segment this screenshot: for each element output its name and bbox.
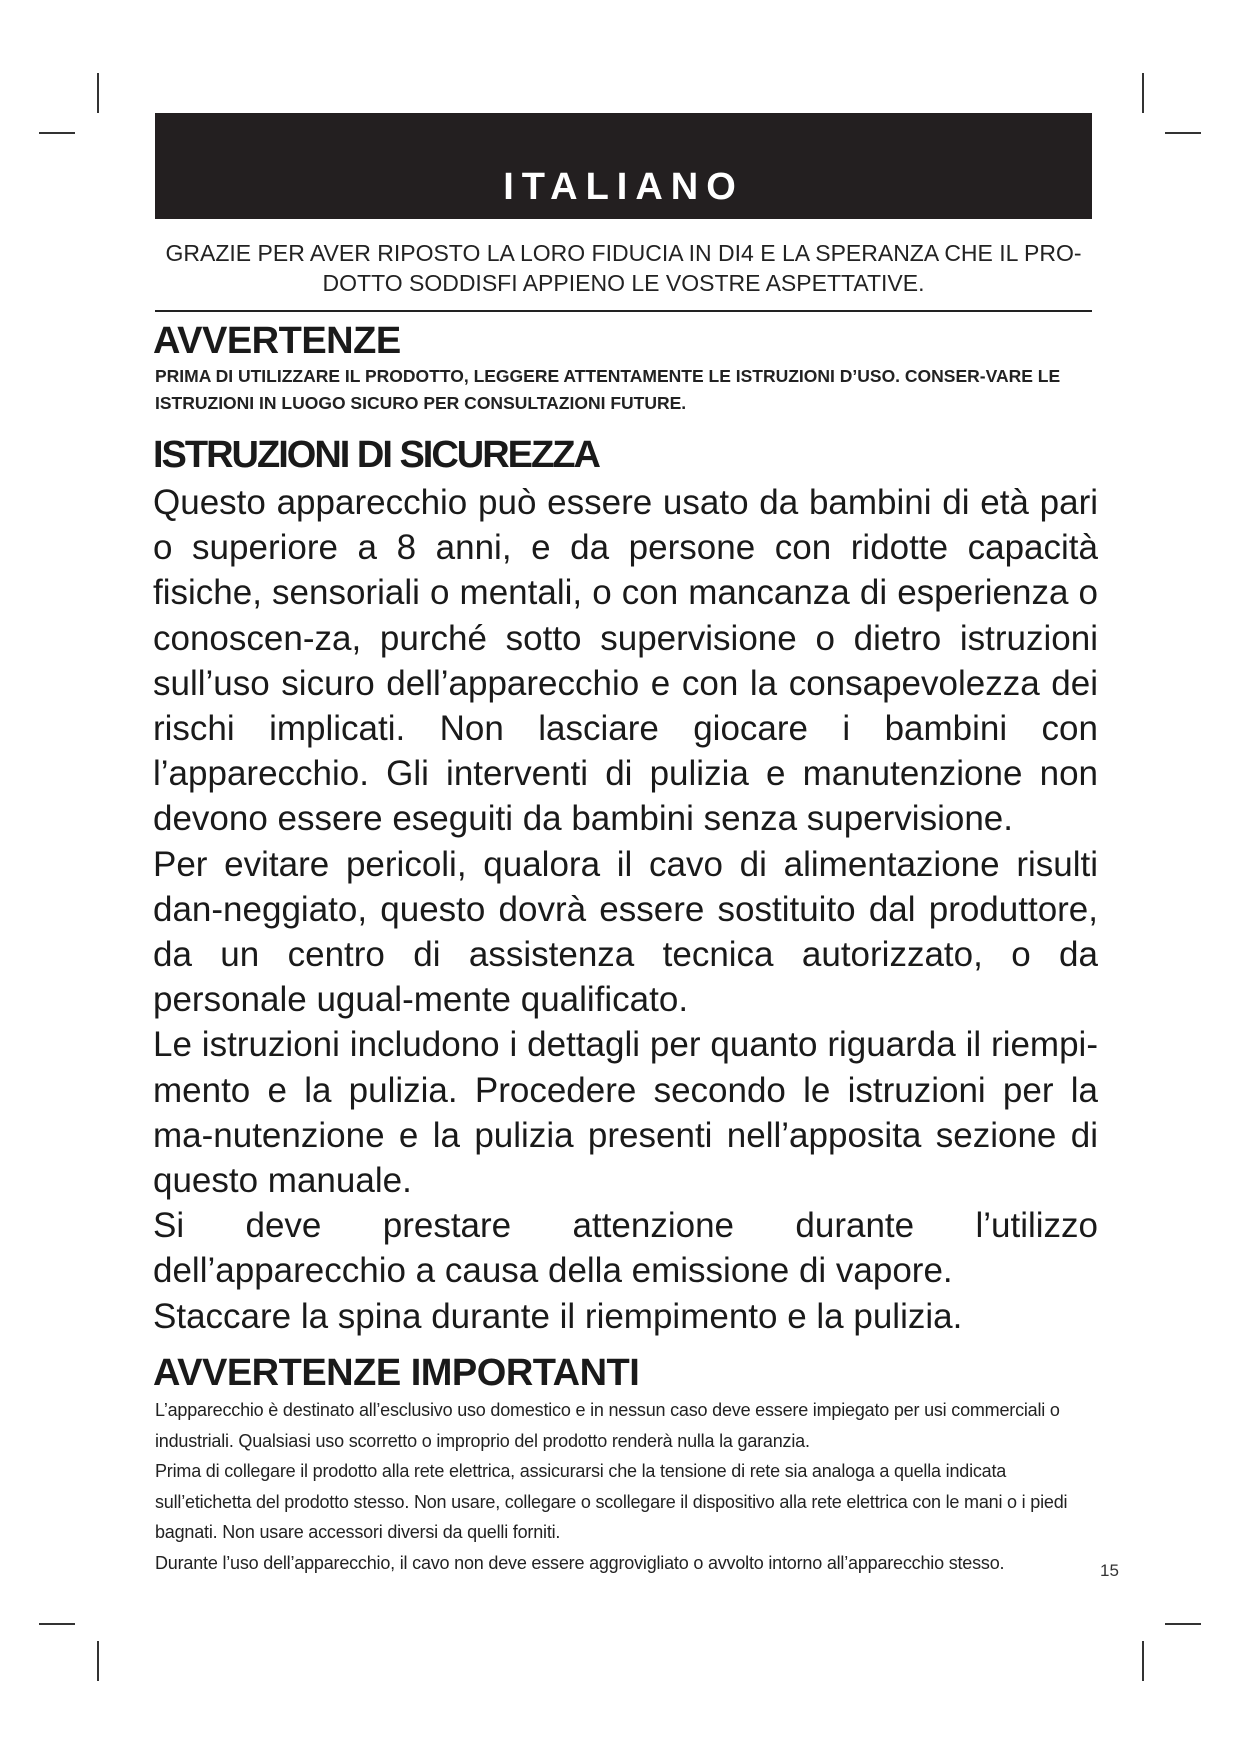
- intro-line-2: DOTTO SODDISFI APPIENO LE VOSTRE ASPETTATIVE.: [322, 270, 925, 296]
- thank-you-intro: [155, 238, 1092, 298]
- page-number: 15: [1100, 1561, 1119, 1580]
- important-warnings-body: [155, 1395, 1100, 1578]
- safety-paragraph: Le istruzioni includono i dettagli per quanto riguarda il riempi-mento e la pulizia. Procedere secondo le istruzioni per la ma-nutenzione e la pulizia presenti nell’apposita sezione di questo manuale.: [153, 1025, 1098, 1201]
- section-divider: [155, 310, 1092, 312]
- crop-mark-top-left-vertical: [97, 73, 99, 113]
- crop-mark-top-left-horizontal: [39, 132, 75, 134]
- important-warnings-heading: AVVERTENZE IMPORTANTI: [153, 1352, 640, 1394]
- safety-instructions-body: [153, 480, 1098, 1339]
- language-header-band: [155, 113, 1092, 219]
- intro-line-1: GRAZIE PER AVER RIPOSTO LA LORO FIDUCIA IN DI4 E LA SPERANZA CHE IL PRO-: [165, 240, 1082, 266]
- warnings-text: PRIMA DI UTILIZZARE IL PRODOTTO, LEGGERE ATTENTAMENTE LE ISTRUZIONI D’USO. CONSER-VARE LE ISTRUZIONI IN LUOGO SICURO PER CONSULTAZIONI FUTURE.: [155, 366, 1061, 413]
- important-paragraph: L’apparecchio è destinato all’esclusivo uso domestico e in nessun caso deve essere impiegato per usi commerciali o industriali. Qualsiasi uso scorretto o improprio del prodotto renderà nulla la garanzia.: [155, 1400, 1060, 1451]
- safety-paragraph: Per evitare pericoli, qualora il cavo di alimentazione risulti dan-neggiato, questo dovrà essere sostituito dal produttore, da un centro di assistenza tecnica autorizzato, o da personale ugual-mente qualificato.: [153, 844, 1098, 1020]
- warnings-heading: AVVERTENZE: [153, 320, 401, 362]
- safety-paragraph: Staccare la spina durante il riempimento e la pulizia.: [153, 1296, 963, 1336]
- language-title: ITALIANO: [503, 166, 744, 208]
- crop-mark-bottom-left-horizontal: [39, 1623, 75, 1625]
- crop-mark-bottom-right-horizontal: [1165, 1623, 1201, 1625]
- crop-mark-top-right-horizontal: [1165, 132, 1201, 134]
- crop-mark-top-right-vertical: [1142, 73, 1144, 113]
- important-paragraph: Prima di collegare il prodotto alla rete elettrica, assicurarsi che la tensione di rete sia analoga a quella indicata sull’etichetta del prodotto stesso. Non usare, collegare o scollegare il dispositivo alla rete elettrica con le mani o i piedi bagnati. Non usare accessori diversi da quelli forniti.: [155, 1461, 1068, 1542]
- safety-instructions-heading: ISTRUZIONI DI SICUREZZA: [153, 434, 599, 476]
- important-paragraph: Durante l’uso dell’apparecchio, il cavo non deve essere aggrovigliato o avvolto intorno all’apparecchio stesso.: [155, 1552, 1005, 1573]
- crop-mark-bottom-left-vertical: [97, 1641, 99, 1681]
- safety-paragraph: Si deve prestare attenzione durante l’utilizzo dell’apparecchio a causa della emissione di vapore.: [153, 1206, 1098, 1291]
- crop-mark-bottom-right-vertical: [1142, 1641, 1144, 1681]
- safety-paragraph: Questo apparecchio può essere usato da bambini di età pari o superiore a 8 anni, e da persone con ridotte capacità fisiche, sensoriali o mentali, o con mancanza di esperienza o conoscen-za, purché sotto supervisione o dietro istruzioni sull’uso sicuro dell’apparecchio e con la consapevolezza dei rischi implicati. Non lasciare giocare i bambini con l’apparecchio. Gli interventi di pulizia e manutenzione non devono essere eseguiti da bambini senza supervisione.: [153, 483, 1098, 839]
